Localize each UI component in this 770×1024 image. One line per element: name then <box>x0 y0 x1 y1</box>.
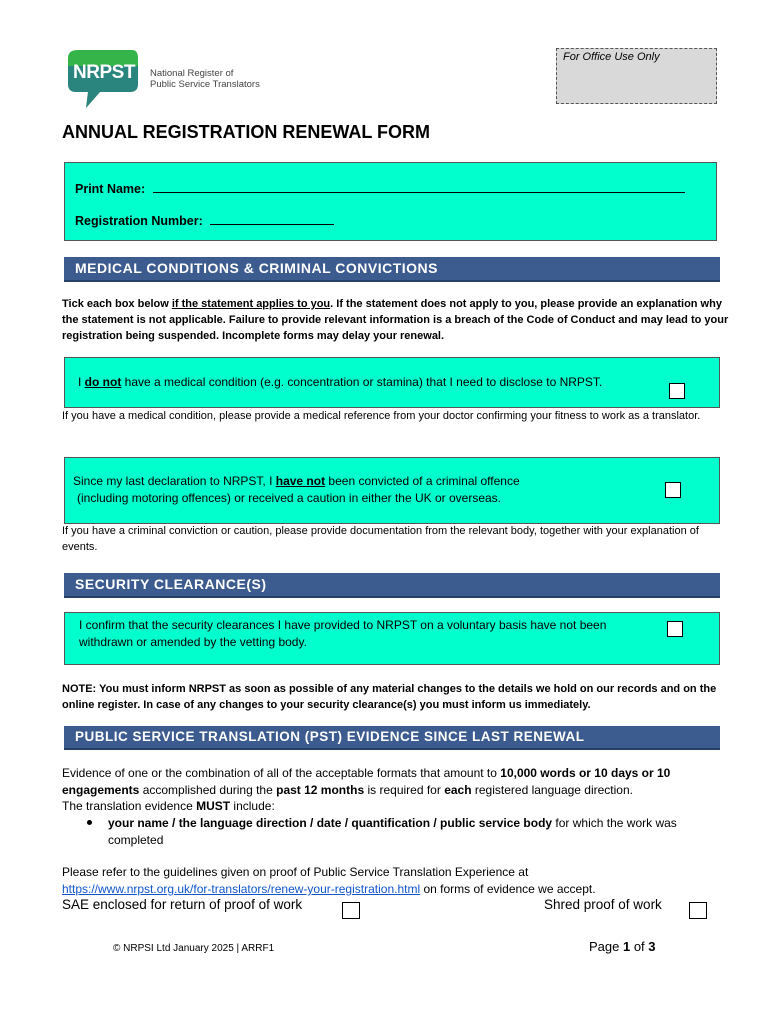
guidelines-text: Please refer to the guidelines given on proof of Public Service Translation Experience at https://www.nrpst.org.uk/for-translators/renew-your-registration.html on forms of evidence we accept. <box>62 865 596 896</box>
medical-note: If you have a medical condition, please provide a medical reference from your doctor confirming your fitness to work as a translator. <box>62 410 701 422</box>
office-use-box <box>556 48 717 104</box>
logo-acronym: NRPST <box>73 62 135 83</box>
criminal-statement-box <box>64 457 720 524</box>
registration-number-input[interactable] <box>210 212 334 225</box>
security-checkbox[interactable] <box>667 621 683 637</box>
nrpst-logo <box>66 48 276 110</box>
form-title: ANNUAL REGISTRATION RENEWAL FORM <box>62 122 430 142</box>
medical-statement: I do not have a medical condition (e.g. concentration or stamina) that I need to disclose to NRPST. <box>78 375 603 389</box>
criminal-statement: Since my last declaration to NRPST, I have not been convicted of a criminal offence (including motoring offences) or received a caution in either the UK or overseas. <box>73 474 520 505</box>
bullet-icon <box>87 820 92 825</box>
security-section-banner <box>64 573 720 598</box>
medical-section-banner <box>64 257 720 282</box>
print-name-input[interactable] <box>153 180 685 193</box>
criminal-note: If you have a criminal conviction or caution, please provide documentation from the relevant body, together with your explanation of events. <box>62 525 699 553</box>
evidence-bullet-item: your name / the language direction / date / quantification / public service body for which the work was completed <box>108 816 677 847</box>
name-field-box <box>64 162 717 241</box>
security-statement: I confirm that the security clearances I have provided to NRPST on a voluntary basis have not been withdrawn or amended by the vetting body. <box>79 618 607 649</box>
medical-statement-box <box>64 357 720 408</box>
footer-copyright: © NRPSI Ltd January 2025 | ARRF1 <box>113 943 275 954</box>
instructions-text-2: . If the statement does not apply to you, please provide an explanation why the statement is not applicable. Failure to provide relevant information is a breach of the Code of Conduct and may lead to your registration being suspended. Incomplete forms may delay your renewal. <box>62 298 729 342</box>
shred-checkbox[interactable] <box>689 902 707 919</box>
security-statement-box <box>64 612 720 665</box>
medical-checkbox[interactable] <box>669 383 685 399</box>
instructions-text-1: Tick each box below <box>62 298 172 310</box>
registration-number-label: Registration Number: <box>75 214 203 228</box>
pst-evidence-text: Evidence of one or the combination of all of the acceptable formats that amount to 10,000 words or 10 days or 10 engagements accomplished during the past 12 months is required for each registered language direction. <box>62 766 671 797</box>
office-use-label: For Office Use Only <box>563 51 660 63</box>
medical-section-title: MEDICAL CONDITIONS & CRIMINAL CONVICTIONS <box>75 260 438 276</box>
page-number: Page 1 of 3 <box>589 939 656 954</box>
security-note: NOTE: You must inform NRPST as soon as possible of any material changes to the details we hold on our records and on the online register. In case of any changes to your security clearance(s) you must inform us immediately. <box>62 683 717 711</box>
pst-section-title: PUBLIC SERVICE TRANSLATION (PST) EVIDENCE SINCE LAST RENEWAL <box>75 729 585 744</box>
instructions-paragraph <box>62 296 730 344</box>
shred-label: Shred proof of work <box>544 897 662 912</box>
guidelines-link[interactable]: https://www.nrpst.org.uk/for-translators/renew-your-registration.html <box>62 882 421 896</box>
logo-line-2: Public Service Translators <box>150 79 260 90</box>
security-section-title: SECURITY CLEARANCE(S) <box>75 576 267 592</box>
sae-checkbox[interactable] <box>342 902 360 919</box>
sae-label: SAE enclosed for return of proof of work <box>62 897 303 912</box>
must-include-text: The translation evidence MUST include: <box>62 799 275 813</box>
print-name-label: Print Name: <box>75 182 146 196</box>
logo-line-1: National Register of <box>150 68 234 79</box>
criminal-checkbox[interactable] <box>665 482 681 498</box>
instructions-text-emphasis: if the statement applies to you <box>171 298 331 310</box>
pst-section-banner <box>64 726 720 750</box>
